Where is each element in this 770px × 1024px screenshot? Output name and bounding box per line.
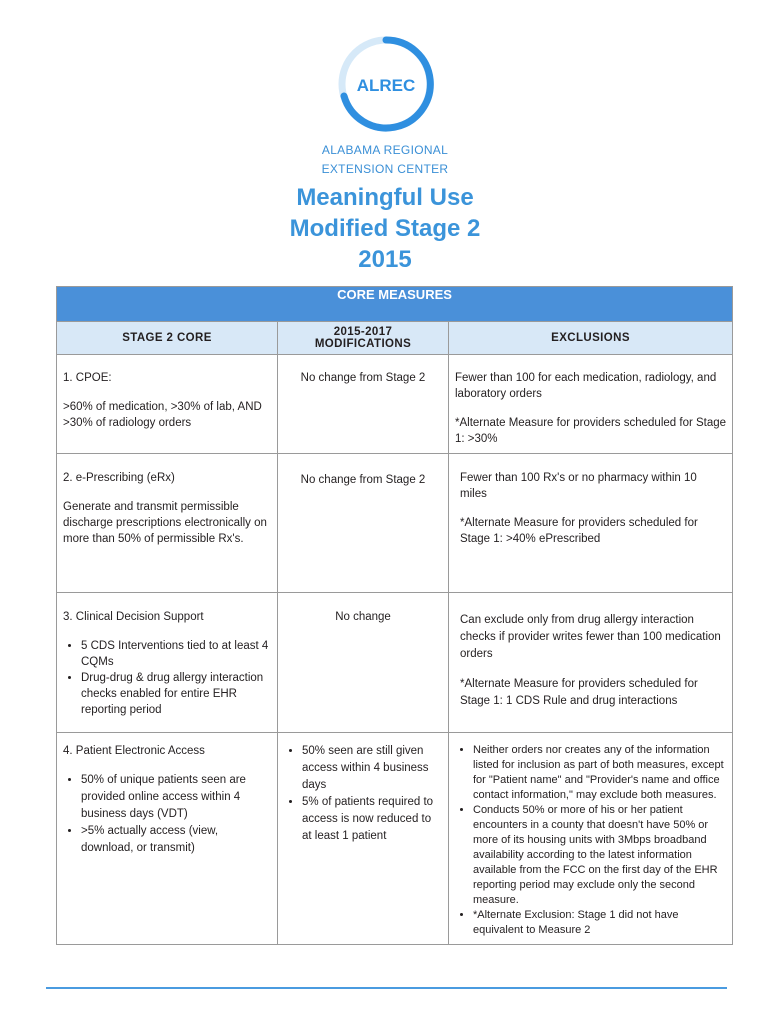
exclusion-text: Fewer than 100 Rx's or no pharmacy within 10 miles [460,472,697,500]
table-row [57,355,733,454]
cell-exclusion [449,733,733,945]
footer-divider [46,987,727,989]
exclusion-bullets [455,743,726,938]
list-item: • 50% of unique patients seen are provided online access within 4 business days (VDT) [81,772,271,823]
cell-core [57,454,278,593]
measure-title: 2. e-Prescribing (eRx) [63,472,175,484]
exclusion-text: Fewer than 100 for each medication, radiology, and laboratory orders [455,372,717,400]
table-row [57,593,733,733]
logo-text: ALREC [356,76,416,95]
column-header-stage2: STAGE 2 CORE [57,322,278,355]
list-item: • 5% of patients required to access is now reduced to at least 1 patient [302,794,442,845]
cell-modification: No change [278,593,449,733]
cell-modification: No change from Stage 2 [278,454,449,593]
list-item: • Drug-drug & drug allergy interaction checks enabled for entire EHR reporting period [81,670,271,718]
measure-bullets [63,772,271,857]
list-item: • >5% actually access (view, download, or transmit) [81,823,271,857]
measure-desc: >60% of medication, >30% of lab, AND >30% of radiology orders [63,401,262,429]
table-banner: CORE MEASURES [57,287,733,322]
title-line1: Meaningful Use [296,184,474,211]
table-row [57,733,733,945]
cell-core [57,733,278,945]
modification-bullets [284,743,442,845]
page-title [0,182,770,275]
exclusion-alt-text: *Alternate Measure for providers scheduled for Stage 1: >30% [455,417,727,445]
exclusion-alt-text: *Alternate Measure for providers scheduled for Stage 1: 1 CDS Rule and drug interactions [460,678,698,707]
measure-title: 4. Patient Electronic Access [63,745,205,757]
cell-exclusion [449,454,733,593]
column-header-modifications: 2015-2017 MODIFICATIONS [278,322,449,355]
list-item: • 5 CDS Interventions tied to at least 4 CQMs [81,638,271,670]
measure-title: 3. Clinical Decision Support [63,611,204,623]
column-header-exclusions: EXCLUSIONS [449,322,733,355]
exclusion-text: Can exclude only from drug allergy interaction checks if provider writes fewer than 100 medication orders [460,614,721,660]
org-name-line2: EXTENSION CENTER [321,162,449,176]
list-item: • *Alternate Exclusion: Stage 1 did not have equivalent to Measure 2 [473,908,726,938]
org-name-line1: ALABAMA REGIONAL [321,143,449,157]
title-line3: 2015 [358,246,412,273]
list-item: • 50% seen are still given access within 4 business days [302,743,442,794]
exclusion-alt-text: *Alternate Measure for providers scheduled for Stage 1: >40% ePrescribed [460,517,698,545]
cell-modification: No change from Stage 2 [278,355,449,454]
core-measures-table [56,286,733,945]
cell-core [57,355,278,454]
measure-bullets [63,638,271,718]
list-item: • Neither orders nor creates any of the information listed for inclusion as part of both measures, except for "Patient name" and "Provider's name and office contact information," may exclude both measures. [473,743,726,803]
cell-exclusion [449,593,733,733]
alrec-logo [336,34,436,134]
measure-title: 1. CPOE: [63,372,112,384]
list-item: • Conducts 50% or more of his or her patient encounters in a county that doesn't have 50% or more of its housing units with 3Mbps broadband availability according to the latest information available from the FCC on the first day of the EHR reporting period may exclude only the second measure. [473,803,726,908]
cell-exclusion [449,355,733,454]
table-row [57,454,733,593]
cell-core [57,593,278,733]
measure-desc: Generate and transmit permissible discharge prescriptions electronically on more than 50% of permissible Rx's. [63,501,267,545]
title-line2: Modified Stage 2 [289,215,481,242]
cell-modification [278,733,449,945]
